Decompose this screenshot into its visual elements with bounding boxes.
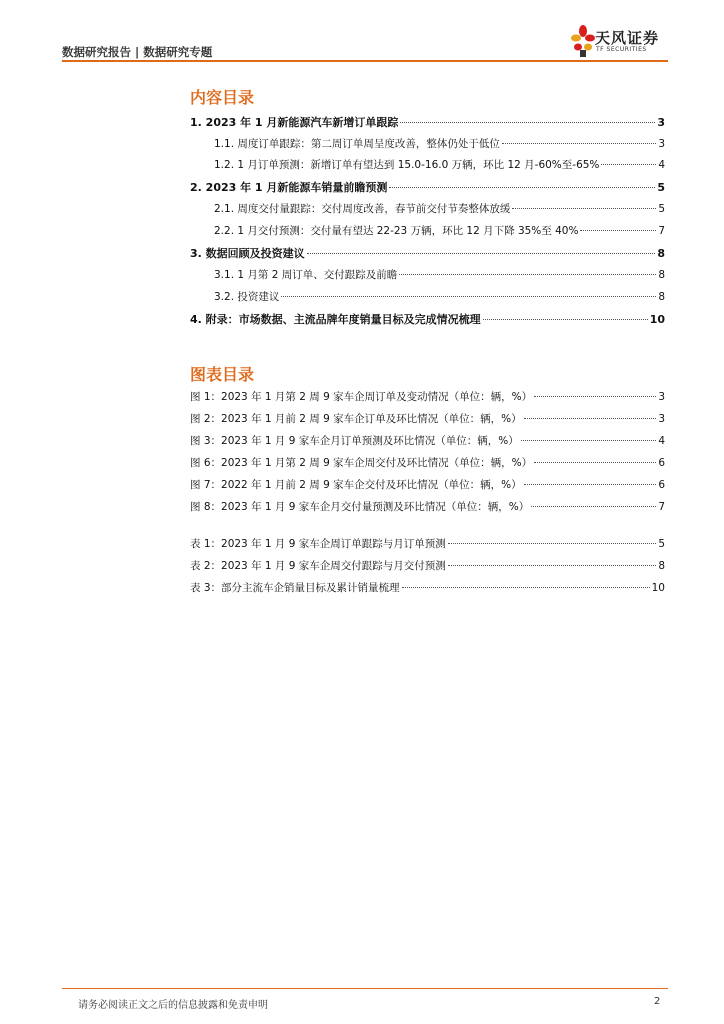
- figure-entry[interactable]: 图 1：2023 年 1 月第 2 周 9 家车企周订单及变动情况（单位：辆，%） 3: [190, 391, 665, 403]
- toc-entry[interactable]: 1. 2023 年 1 月新能源汽车新增订单跟踪 3: [190, 116, 665, 129]
- footer-divider: [62, 988, 668, 989]
- logo-title: 天风证券: [595, 29, 660, 47]
- report-category: 数据研究报告 | 数据研究专题: [62, 45, 213, 59]
- logo-subtitle: TF SECURITIES: [596, 46, 647, 53]
- table-entry[interactable]: 表 3：部分主流车企销量目标及累计销量梳理 10: [190, 582, 665, 594]
- figure-entry[interactable]: 图 8：2023 年 1 月 9 家车企月交付量预测及环比情况（单位：辆，%） 7: [190, 501, 665, 513]
- table-entry[interactable]: 表 1：2023 年 1 月 9 家车企周订单跟踪与月订单预测 5: [190, 538, 665, 550]
- toc-entry[interactable]: 1.1. 周度订单跟踪：第二周订单周呈度改善，整体仍处于低位 3: [214, 138, 665, 150]
- figure-entry[interactable]: 图 3：2023 年 1 月 9 家车企月订单预测及环比情况（单位：辆，%） 4: [190, 435, 665, 447]
- header-divider: [62, 60, 668, 62]
- table-entry[interactable]: 表 2：2023 年 1 月 9 家车企周交付跟踪与月交付预测 8: [190, 560, 665, 572]
- figure-entry[interactable]: 图 7：2022 年 1 月前 2 周 9 家车企交付及环比情况（单位：辆，%） 6: [190, 479, 665, 491]
- toc-title: 内容目录: [190, 88, 255, 107]
- toc-entry[interactable]: 1.2. 1 月订单预测：新增订单有望达到 15.0-16.0 万辆，环比 12 月-60%至-65% 4: [214, 159, 665, 171]
- toc-entry[interactable]: 3.1. 1 月第 2 周订单、交付跟踪及前瞻 8: [214, 269, 665, 281]
- toc-entry[interactable]: 2.1. 周度交付量跟踪：交付周度改善，春节前交付节奏整体放缓 5: [214, 203, 665, 215]
- footer-disclaimer: 请务必阅读正文之后的信息披露和免责申明: [78, 1000, 268, 1011]
- figures-title: 图表目录: [190, 365, 255, 384]
- figure-entry[interactable]: 图 2：2023 年 1 月前 2 周 9 家车企订单及环比情况（单位：辆，%） 3: [190, 413, 665, 425]
- toc-entry[interactable]: 2. 2023 年 1 月新能源车销量前瞻预测 5: [190, 181, 665, 194]
- toc-entry[interactable]: 4. 附录：市场数据、主流品牌年度销量目标及完成情况梳理 10: [190, 313, 665, 326]
- toc-entry[interactable]: 3. 数据回顾及投资建议 8: [190, 247, 665, 260]
- figure-entry[interactable]: 图 6：2023 年 1 月第 2 周 9 家车企周交付及环比情况（单位：辆，%） 6: [190, 457, 665, 469]
- company-logo: [571, 24, 671, 58]
- toc-entry[interactable]: 3.2. 投资建议 8: [214, 291, 665, 303]
- toc-entry[interactable]: 2.2. 1 月交付预测：交付量有望达 22-23 万辆，环比 12 月下降 35%至 40% 7: [214, 225, 665, 237]
- flower-logo-icon: [571, 24, 595, 58]
- page-number: 2: [654, 996, 661, 1007]
